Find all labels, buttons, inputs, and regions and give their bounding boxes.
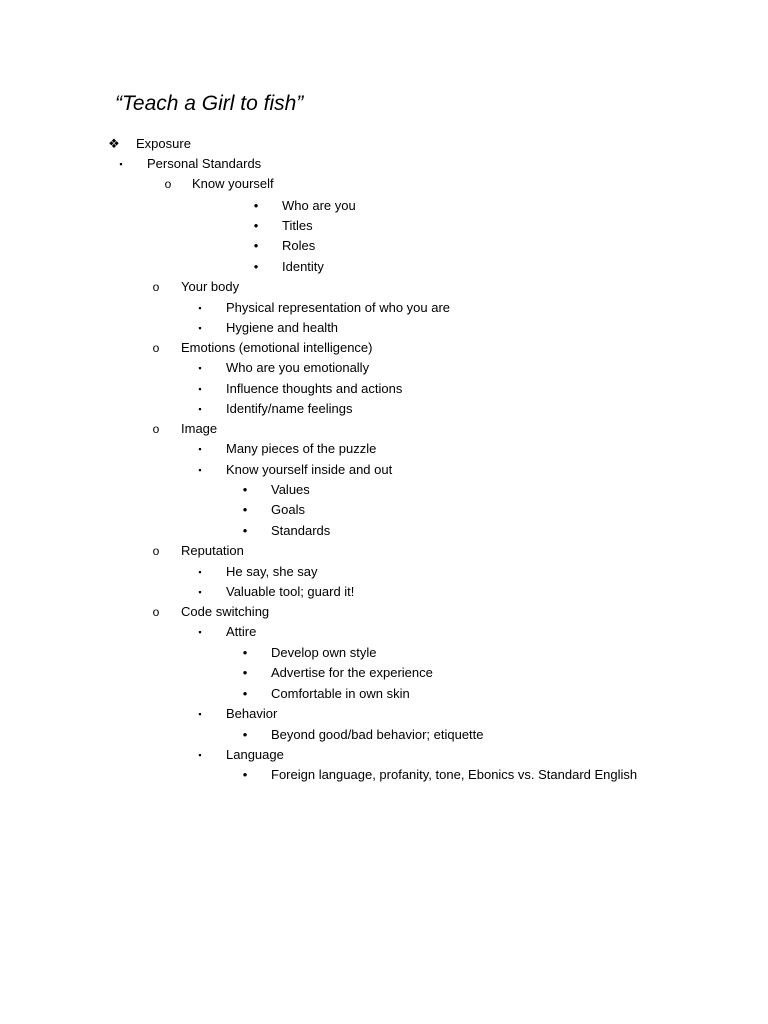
outline-item-text: Know yourself inside and out	[226, 462, 393, 477]
diamond-bullet-icon: ❖	[108, 136, 120, 151]
dot-bullet-icon: •	[242, 523, 248, 538]
outline-item-text: Who are you	[282, 198, 356, 213]
outline-item	[0, 134, 740, 154]
circle-bullet-icon: o	[164, 177, 172, 191]
square-bullet-icon: ▪	[198, 323, 202, 333]
outline-item	[0, 318, 740, 338]
outline-item-text: Who are you emotionally	[226, 360, 370, 375]
outline-item	[0, 236, 740, 256]
outline-item	[0, 257, 740, 277]
outline-item-text: Know yourself	[192, 176, 274, 191]
outline-item	[0, 622, 740, 642]
outline-item-text: Beyond good/bad behavior; etiquette	[271, 727, 484, 742]
outline-item-text: Exposure	[136, 136, 191, 151]
outline-item-text: Titles	[282, 218, 313, 233]
outline-item	[0, 399, 740, 419]
outline-item	[0, 460, 740, 480]
square-bullet-icon: ▪	[198, 627, 202, 637]
outline-item-text: Language	[226, 747, 284, 762]
outline-item-text: Comfortable in own skin	[271, 686, 410, 701]
outline-item-text: Code switching	[181, 604, 270, 619]
square-bullet-icon: ▪	[198, 750, 202, 760]
outline-item-text: Behavior	[226, 706, 278, 721]
square-bullet-icon: ▪	[198, 303, 202, 313]
circle-bullet-icon: o	[152, 341, 160, 355]
outline-item	[0, 643, 740, 663]
dot-bullet-icon: •	[253, 259, 259, 274]
outline-item-text: He say, she say	[226, 564, 318, 579]
outline-item-text: Advertise for the experience	[271, 665, 433, 680]
outline-item	[0, 725, 740, 745]
circle-bullet-icon: o	[152, 544, 160, 558]
outline-item	[0, 602, 740, 622]
dot-bullet-icon: •	[253, 238, 259, 253]
dot-bullet-icon: •	[242, 686, 248, 701]
outline-item-text: Identity	[282, 259, 324, 274]
square-bullet-icon: ▪	[198, 709, 202, 719]
outline-item-text: Reputation	[181, 543, 244, 558]
outline-item-text: Values	[271, 482, 310, 497]
outline-item	[0, 298, 740, 318]
outline-item-text: Emotions (emotional intelligence)	[181, 340, 373, 355]
outline-item	[0, 765, 740, 785]
dot-bullet-icon: •	[242, 767, 248, 782]
square-bullet-icon: ▪	[119, 159, 123, 169]
square-bullet-icon: ▪	[198, 384, 202, 394]
outline-item	[0, 358, 740, 378]
square-bullet-icon: ▪	[198, 567, 202, 577]
outline-item	[0, 439, 740, 459]
outline-item	[0, 196, 740, 216]
circle-bullet-icon: o	[152, 605, 160, 619]
dot-bullet-icon: •	[242, 645, 248, 660]
outline-item-text: Influence thoughts and actions	[226, 381, 403, 396]
dot-bullet-icon: •	[242, 482, 248, 497]
square-bullet-icon: ▪	[198, 404, 202, 414]
outline-item	[0, 480, 740, 500]
outline-item	[0, 745, 740, 765]
outline-item	[0, 277, 740, 297]
outline-item-text: Goals	[271, 502, 305, 517]
outline-item-text: Hygiene and health	[226, 320, 339, 335]
outline-item	[0, 704, 740, 724]
dot-bullet-icon: •	[242, 727, 248, 742]
outline-item	[0, 174, 740, 194]
outline-item	[0, 582, 740, 602]
outline-item-text: Identify/name feelings	[226, 401, 353, 416]
outline-item	[0, 684, 740, 704]
outline-item	[0, 379, 740, 399]
outline-item-text: Standards	[271, 523, 331, 538]
dot-bullet-icon: •	[242, 502, 248, 517]
outline-item-text: Foreign language, profanity, tone, Ebonics vs. Standard English	[271, 767, 638, 782]
square-bullet-icon: ▪	[198, 587, 202, 597]
dot-bullet-icon: •	[253, 198, 259, 213]
outline-item	[0, 663, 740, 683]
outline-item-text: Your body	[181, 279, 240, 294]
outline-item	[0, 154, 740, 174]
outline-item-text: Physical representation of who you are	[226, 300, 451, 315]
square-bullet-icon: ▪	[198, 444, 202, 454]
outline-item-text: Personal Standards	[147, 156, 262, 171]
circle-bullet-icon: o	[152, 422, 160, 436]
square-bullet-icon: ▪	[198, 363, 202, 373]
dot-bullet-icon: •	[253, 218, 259, 233]
outline-item-text: Attire	[226, 624, 257, 639]
dot-bullet-icon: •	[242, 665, 248, 680]
outline-item-text: Develop own style	[271, 645, 377, 660]
outline-item-text: Roles	[282, 238, 316, 253]
circle-bullet-icon: o	[152, 280, 160, 294]
outline-item	[0, 216, 740, 236]
document-title: “Teach a Girl to fish”	[115, 92, 304, 115]
square-bullet-icon: ▪	[198, 465, 202, 475]
outline-item	[0, 562, 740, 582]
outline-item-text: Valuable tool; guard it!	[226, 584, 355, 599]
outline-item	[0, 419, 740, 439]
outline-item	[0, 541, 740, 561]
outline-item-text: Many pieces of the puzzle	[226, 441, 377, 456]
outline-item	[0, 521, 740, 541]
outline-item-text: Image	[181, 421, 218, 436]
outline-item	[0, 500, 740, 520]
outline-item	[0, 338, 740, 358]
